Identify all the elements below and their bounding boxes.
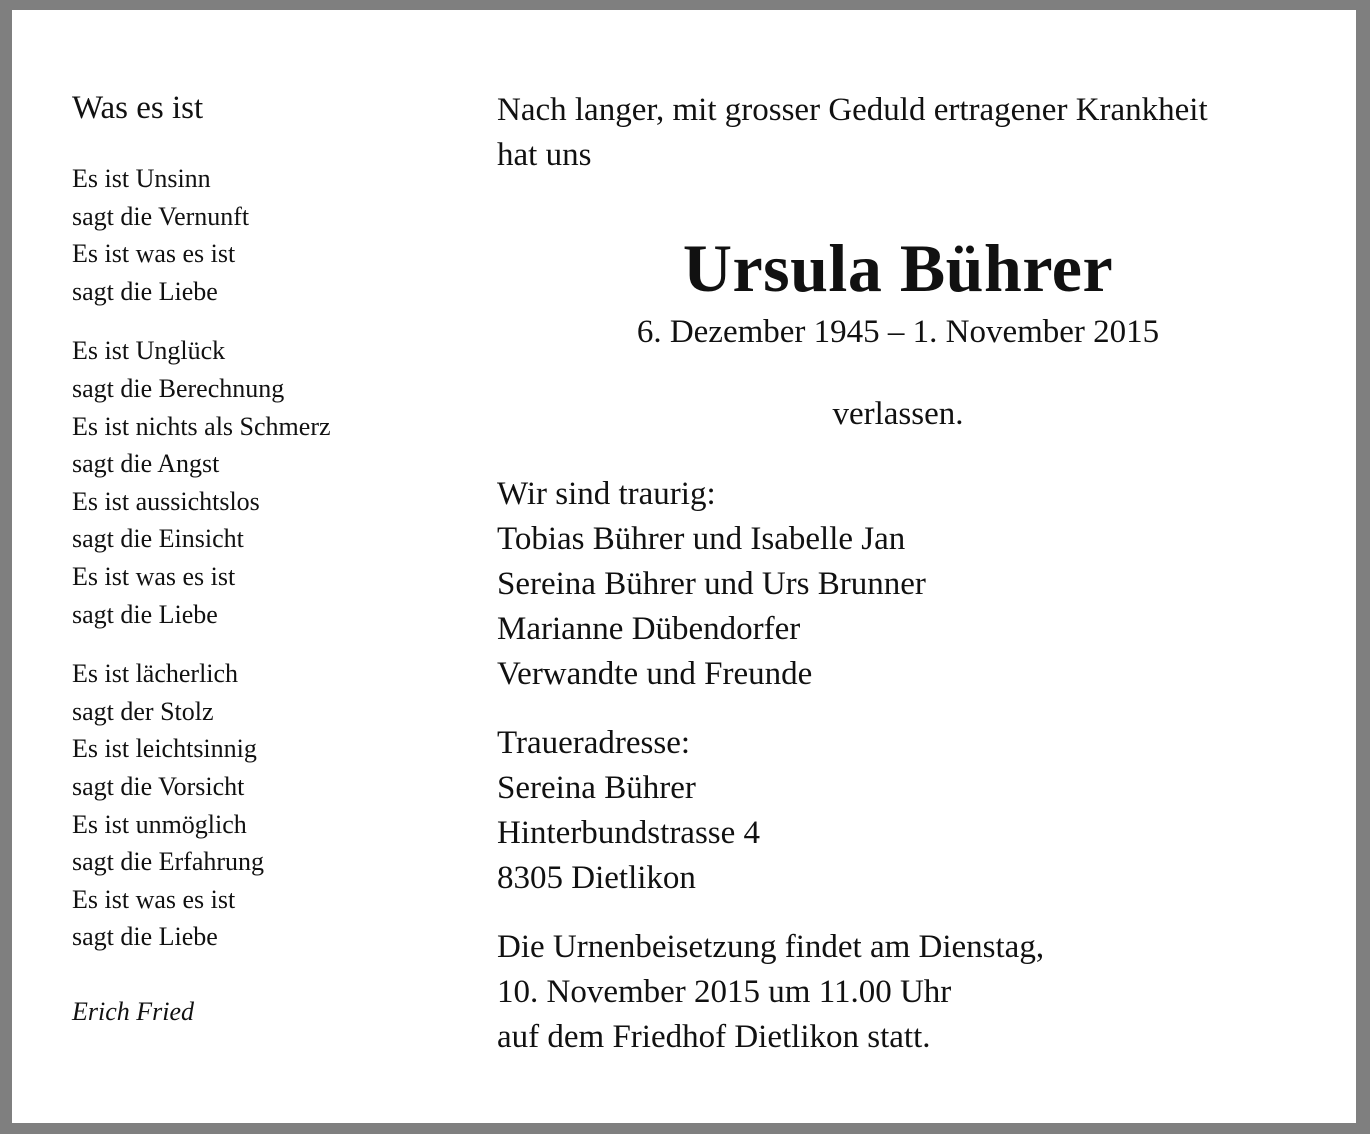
poem-line: Es ist unmöglich	[72, 809, 247, 839]
deceased-name: Ursula Bührer	[682, 230, 1114, 306]
address-heading: Traueradresse:	[497, 725, 691, 761]
poem-title: Was es ist	[72, 90, 204, 126]
mourners-heading: Wir sind traurig:	[497, 476, 716, 512]
death-notice	[497, 88, 1327, 1060]
poem-line: sagt die Vorsicht	[72, 771, 245, 801]
poem-line: Es ist aussichtslos	[72, 486, 260, 516]
ceremony-line: Die Urnenbeisetzung findet am Dienstag,	[497, 929, 1045, 965]
address-line: Hinterbundstrasse 4	[497, 815, 761, 851]
poem-line: Es ist lächerlich	[72, 659, 239, 689]
intro-line: Nach langer, mit grosser Geduld ertragener Krankheit	[497, 92, 1208, 128]
poem-line: sagt die Vernunft	[72, 201, 250, 231]
mourner-entry: Tobias Bührer und Isabelle Jan	[497, 521, 906, 557]
poem-line: sagt der Stolz	[72, 696, 214, 726]
poem-stanza-2	[72, 332, 452, 633]
poem-line: sagt die Liebe	[72, 276, 218, 306]
poem-line: sagt die Liebe	[72, 599, 218, 629]
poem-line: Es ist was es ist	[72, 561, 236, 591]
poem-line: Es ist was es ist	[72, 239, 236, 269]
mourner-entry: Marianne Dübendorfer	[497, 611, 801, 647]
mourners-list	[497, 472, 1327, 697]
poem-line: Es ist Unglück	[72, 336, 226, 366]
poem-line: sagt die Angst	[72, 449, 220, 479]
mourning-address	[497, 721, 1327, 901]
poem-line: Es ist Unsinn	[72, 164, 211, 193]
obituary-page	[12, 10, 1356, 1123]
poem-line: sagt die Erfahrung	[72, 847, 265, 877]
passed-away-text: verlassen.	[832, 396, 964, 432]
intro-text	[497, 88, 1327, 178]
poem	[72, 88, 452, 1030]
poem-stanza-3	[72, 655, 452, 956]
address-line: Sereina Bührer	[497, 770, 696, 806]
poem-line: Es ist leichtsinnig	[72, 734, 257, 764]
ceremony-line: auf dem Friedhof Dietlikon statt.	[497, 1019, 931, 1055]
mourner-entry: Verwandte und Freunde	[497, 656, 813, 692]
poem-author: Erich Fried	[72, 996, 195, 1026]
poem-line: Es ist was es ist	[72, 884, 236, 914]
poem-line: sagt die Einsicht	[72, 524, 244, 554]
poem-line: Es ist nichts als Schmerz	[72, 411, 331, 441]
ceremony-info	[497, 925, 1327, 1060]
ceremony-line: 10. November 2015 um 11.00 Uhr	[497, 974, 952, 1010]
intro-line: hat uns	[497, 137, 592, 173]
address-line: 8305 Dietlikon	[497, 860, 696, 896]
poem-line: sagt die Liebe	[72, 922, 218, 952]
poem-stanza-1	[72, 160, 452, 310]
mourner-entry: Sereina Bührer und Urs Brunner	[497, 566, 926, 602]
poem-line: sagt die Berechnung	[72, 373, 285, 403]
life-dates: 6. Dezember 1945 – 1. November 2015	[636, 314, 1160, 350]
